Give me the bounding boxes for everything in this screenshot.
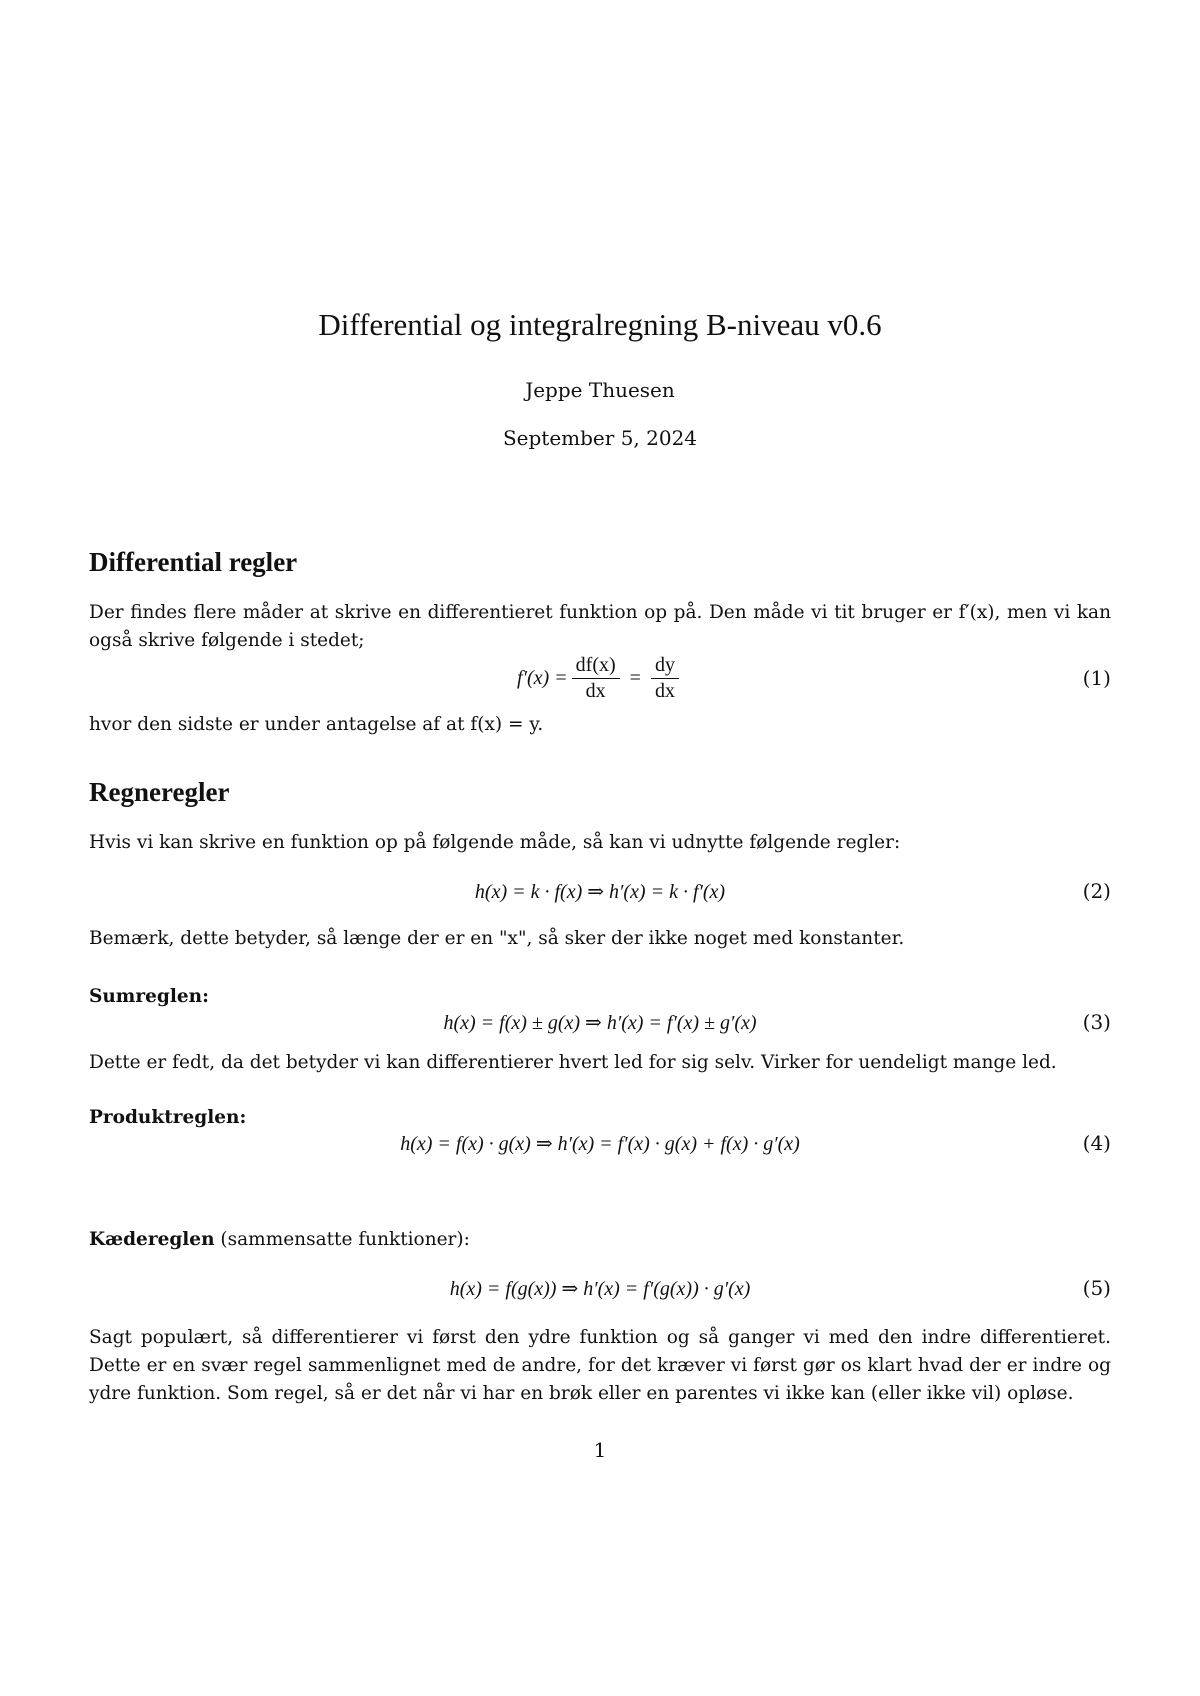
equation-1-number: (1) — [1082, 666, 1111, 690]
paragraph-notation-assumption: hvor den sidste er under antagelse af at f(x) = y. — [89, 714, 544, 735]
equation-4 — [89, 1123, 1111, 1163]
equation-5-text: h(x) = f(g(x)) ⇒ h′(x) = f′(g(x)) · g′(x) — [449, 1277, 751, 1300]
equation-4-number: (4) — [1082, 1131, 1111, 1155]
page-number: 1 — [593, 1438, 607, 1462]
rule-label-sumreglen: Sumreglen: — [89, 986, 209, 1007]
fraction-denominator: dx — [585, 679, 606, 702]
equals-sign: = — [629, 666, 641, 689]
equation-3-text: h(x) = f(x) ± g(x) ⇒ h′(x) = f′(x) ± g′(x) — [443, 1011, 757, 1034]
fraction-numerator: df(x) — [572, 654, 620, 679]
equation-1-lhs: f′(x) = — [517, 666, 568, 689]
equation-5 — [89, 1268, 1111, 1308]
rule-label-kaedereglen-line — [89, 1226, 1111, 1254]
equation-2 — [89, 871, 1111, 911]
fraction-denominator: dx — [654, 679, 675, 702]
equation-3 — [89, 1002, 1111, 1042]
section-heading-differential-regler: Differential regler — [89, 547, 298, 577]
equation-1-fraction-dy — [651, 654, 679, 703]
rule-label-produktreglen: Produktreglen: — [89, 1107, 247, 1128]
paragraph-sum-rule: Dette er fedt, da det betyder vi kan differentierer hvert led for sig selv. Virker for uendeligt mange led. — [89, 1052, 1057, 1073]
equation-2-number: (2) — [1082, 879, 1111, 903]
paragraph-chain-rule: Sagt populært, så differentierer vi først den ydre funktion og så ganger vi med den indre differentieret. Dette er en svær regel sammenlignet med de andre, for det kræver vi først gør os klart hvad der er indre og ydre funktion. Som regel, så er det når vi har en brøk eller en parentes vi ikke kan (eller ikke vil) opløse. — [89, 1327, 1111, 1404]
rule-label-kaedereglen: Kædereglen — [89, 1229, 215, 1250]
fraction-numerator: dy — [651, 654, 679, 679]
equation-2-text: h(x) = k · f(x) ⇒ h′(x) = k · f′(x) — [474, 880, 726, 903]
equation-3-number: (3) — [1082, 1010, 1111, 1034]
equation-1 — [89, 653, 1111, 702]
section-heading-regneregler: Regneregler — [89, 777, 230, 807]
document-author: Jeppe Thuesen — [525, 378, 675, 402]
rule-label-kaedereglen-note: (sammensatte funktioner): — [214, 1229, 470, 1250]
document-title: Differential og integralregning B-niveau v0.6 — [318, 307, 882, 342]
paragraph-notation-intro: Der findes flere måder at skrive en differentieret funktion op på. Den måde vi tit bruger er f′(x), men vi kan også skrive følgende i stedet; — [89, 602, 1111, 651]
document-date: September 5, 2024 — [502, 426, 698, 450]
paragraph-rules-intro: Hvis vi kan skrive en funktion op på følgende måde, så kan vi udnytte følgende regler: — [89, 832, 901, 853]
equation-5-number: (5) — [1082, 1276, 1111, 1300]
equation-4-text: h(x) = f(x) · g(x) ⇒ h′(x) = f′(x) · g(x) + f(x) · g′(x) — [400, 1132, 800, 1155]
equation-1-fraction-df — [572, 654, 620, 703]
paragraph-constant-remark: Bemærk, dette betyder, så længe der er en "x", så sker der ikke noget med konstanter. — [89, 928, 905, 949]
